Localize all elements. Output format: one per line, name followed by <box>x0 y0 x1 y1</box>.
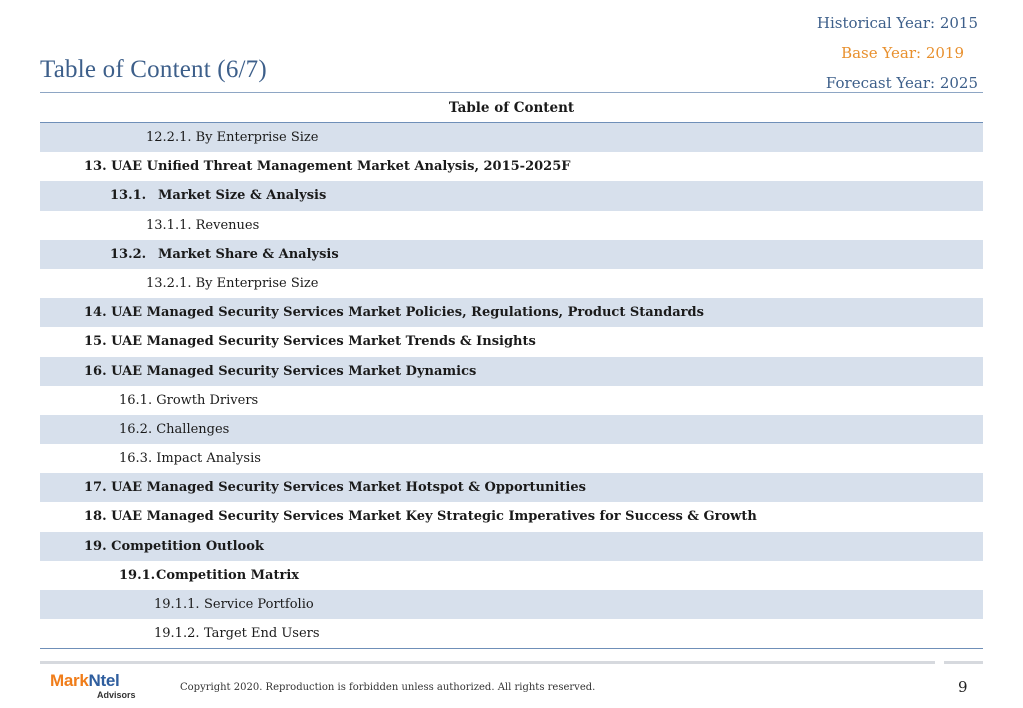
toc-number: 16.2. <box>119 421 153 437</box>
toc-row <box>40 240 983 269</box>
forecast-year: Forecast Year: 2025 <box>825 74 978 92</box>
historical-year: Historical Year: 2015 <box>816 14 978 32</box>
toc-text: UAE Managed Security Services Market Dynamics <box>111 363 477 379</box>
toc-number: 12.2.1. <box>146 130 192 145</box>
toc-row <box>40 386 983 415</box>
toc-row <box>40 123 983 152</box>
toc-number: 15. <box>84 334 107 350</box>
toc-text: Impact Analysis <box>156 451 261 467</box>
footer-divider <box>40 661 935 664</box>
toc-text: UAE Managed Security Services Market Key Strategic Imperatives for Success & Growth <box>111 509 757 525</box>
toc-text: UAE Managed Security Services Market Policies, Regulations, Product Standards <box>111 305 704 321</box>
toc-row <box>40 152 983 181</box>
toc-heading: Table of Content <box>40 95 983 123</box>
toc-number: 16.3. <box>119 451 153 467</box>
toc-text: By Enterprise Size <box>195 130 319 145</box>
toc-row <box>40 532 983 561</box>
logo-advisors: Advisors <box>97 690 136 700</box>
toc-text: Service Portfolio <box>204 597 314 612</box>
toc-row <box>40 298 983 327</box>
toc-row <box>40 181 983 210</box>
toc-number: 16.1. <box>119 392 153 408</box>
copyright-notice: Copyright 2020. Reproduction is forbidden unless authorized. All rights reserved. <box>180 682 596 693</box>
base-year: Base Year: 2019 <box>841 44 964 62</box>
toc-number: 13.2. <box>110 246 147 262</box>
toc-row <box>40 473 983 502</box>
toc-number: 13. <box>84 159 107 175</box>
toc-text: Market Size & Analysis <box>158 188 327 204</box>
toc-number: 18. <box>84 509 107 525</box>
toc-row <box>40 357 983 386</box>
year-info <box>817 8 978 98</box>
toc-number: 13.2.1. <box>146 275 192 291</box>
toc-text: Competition Outlook <box>111 538 264 554</box>
page-title: Table of Content (6/7) <box>40 56 267 83</box>
toc-text: Revenues <box>195 217 260 233</box>
toc-number: 13.1.1. <box>146 217 192 233</box>
toc-row <box>40 444 983 473</box>
title-divider <box>40 92 983 93</box>
toc-number: 16. <box>84 363 107 379</box>
toc-number: 19.1.2. <box>154 626 200 642</box>
toc-text: Challenges <box>156 421 230 437</box>
logo-mark-text: Mark <box>50 671 89 690</box>
toc-number: 19.1.1. <box>154 597 200 612</box>
toc-text: Competition Matrix <box>156 567 300 583</box>
toc-row <box>40 269 983 298</box>
company-logo <box>50 671 136 700</box>
toc-number: 14. <box>84 305 107 321</box>
toc-text: UAE Managed Security Services Market Trends & Insights <box>111 334 536 350</box>
toc-text: UAE Managed Security Services Market Hotspot & Opportunities <box>111 480 586 496</box>
toc-text: Target End Users <box>204 626 320 642</box>
toc-row <box>40 415 983 444</box>
page-number: 9 <box>958 678 968 696</box>
toc-number: 19. <box>84 538 107 554</box>
toc-text: Market Share & Analysis <box>158 246 339 262</box>
toc-text: By Enterprise Size <box>195 275 319 291</box>
toc-row <box>40 502 983 531</box>
toc-row <box>40 327 983 356</box>
toc-row <box>40 561 983 590</box>
toc-number: 17. <box>84 480 107 496</box>
logo-ntel-text: Ntel <box>88 671 120 690</box>
toc-row <box>40 590 983 619</box>
toc-table <box>40 95 983 649</box>
toc-text: Growth Drivers <box>156 392 259 408</box>
toc-row <box>40 619 983 648</box>
toc-number: 13.1. <box>110 188 147 204</box>
toc-number: 19.1. <box>119 567 156 583</box>
footer-divider-short <box>944 661 983 664</box>
logo-mark <box>50 671 119 690</box>
toc-row <box>40 211 983 240</box>
toc-text: UAE Unified Threat Management Market Analysis, 2015-2025F <box>111 159 571 175</box>
